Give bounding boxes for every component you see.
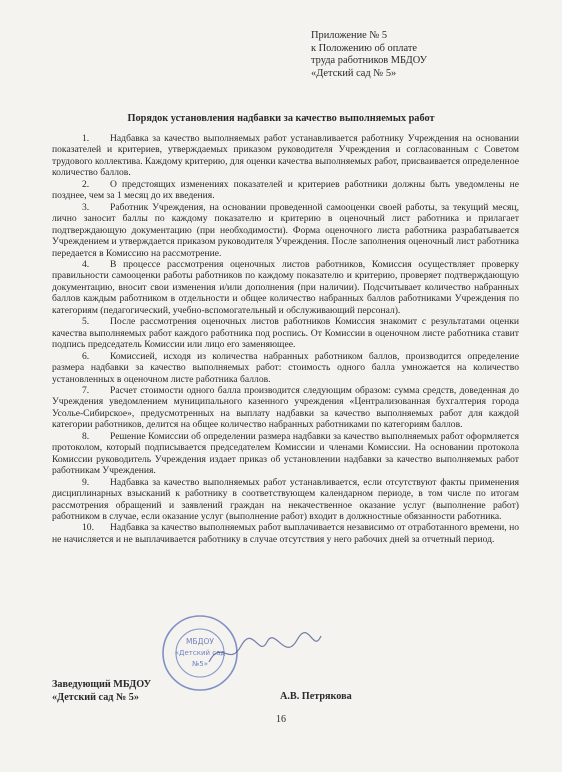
paragraph: [52, 351, 519, 385]
paragraph-text: Расчет стоимости одного балла производится следующим образом: сумма средств, доведенная до Учреждения уведомлением муниципального казенного учреждения «Централизованная бухгалтерия города Усолье-Сибирское», предусмотренных на выплату надбавки за качество выполняемых работ для каждой категории работников, делится на общее количество набранных работниками по категориям баллов.: [52, 384, 519, 431]
paragraph-text: Комиссией, исходя из количества набранных работником баллов, производится определение размера надбавки за качество выполняемых работ: стоимость одного балла умножается на количество установленных в оценочном листе работника баллов.: [52, 350, 519, 385]
paragraph-number: 9.: [82, 476, 90, 488]
document-body: [52, 133, 519, 545]
paragraph-text: О предстоящих изменениях показателей и критериев работники должны быть уведомлены не позднее, чем за 1 месяц до их введения.: [52, 178, 519, 202]
appendix-line-1: Приложение № 5: [311, 30, 388, 41]
paragraph-text: Надбавка за качество выполняемых работ устанавливается, если отсутствуют факты применения дисциплинарных взысканий к работнику в соответствующем календарном периоде, в том числе по итогам рассмотрения обращений и заявлений граждан на некачественное оказание услуг (выполнение работ) работником в случае, если оказание услуг (выполнение работ) входит в должностные обязанности работника.: [52, 476, 519, 522]
paragraph: [52, 522, 519, 545]
paragraph: [52, 316, 519, 350]
paragraph: [52, 431, 519, 477]
page-number: 16: [276, 714, 286, 725]
stamp-text-1: МБДОУ: [186, 637, 214, 646]
paragraph-number: 7.: [82, 384, 90, 396]
paragraph-number: 3.: [82, 201, 90, 213]
handwritten-signature: [205, 628, 325, 673]
paragraph-number: 6.: [82, 350, 90, 362]
appendix-line-3: труда работников МБДОУ: [311, 55, 427, 67]
signer-position-line-2: «Детский сад № 5»: [52, 692, 139, 703]
signer-position: [52, 678, 151, 704]
paragraph-text: Решение Комиссии об определении размера надбавки за качество выполняемых работ оформляется протоколом, который подписывается председателем Комиссии и членами Комиссии. На основании протокола Комиссии руководитель Учреждения издает приказ об установлении надбавки за качество выполняемых работ работникам Учреждения.: [52, 430, 519, 477]
signer-name: А.В. Петрякова: [280, 691, 352, 702]
appendix-header: [311, 30, 427, 80]
paragraph-number: 2.: [82, 178, 90, 190]
document-title: Порядок установления надбавки за качество выполняемых работ: [127, 113, 435, 124]
paragraph-number: 5.: [82, 316, 90, 328]
stamp-text-3: №5»: [191, 660, 209, 668]
appendix-line-2: к Положению об оплате: [311, 42, 417, 54]
paragraph-text: После рассмотрения оценочных листов работников Комиссия знакомит с результатами оценки качества выполняемых работ каждого работника под роспись. От Комиссии в оценочном листе работника ставит подпись председатель Комиссии или лицо его заменяющее.: [52, 316, 519, 351]
appendix-line-4: «Детский сад № 5»: [311, 67, 397, 79]
paragraph-text: Надбавка за качество выполняемых работ выплачивается независимо от отработанного времени, но не начисляется и не выплачивается работнику в случае отсутствия у него рабочих дней за отчетный период.: [52, 522, 519, 545]
paragraph-text: Работник Учреждения, на основании проведенной самооценки своей работы, за текущий месяц, лично заносит баллы по каждому показателю и критерию в оценочный лист работника и прилагает подтверждающую документацию (при необходимости). Форма оценочного листа работника разрабатывается Учреждением и утверждается приказом руководителя Учреждения. После заполнения оценочный лист работника передается в Комиссию на рассмотрение.: [52, 201, 519, 259]
paragraph: [52, 259, 519, 316]
paragraph-number: 4.: [82, 258, 90, 270]
paragraph: [52, 202, 519, 259]
paragraph-text: Надбавка за качество выполняемых работ устанавливается работнику Учреждения на основании показателей и критериев, утверждаемых приказом руководителя Учреждения и согласованным с Советом трудового коллектива. Каждому критерию, для оценки качества выполняемых работ, присваивается определенное количество баллов.: [52, 133, 519, 179]
paragraph: [52, 477, 519, 523]
signer-position-line-1: Заведующий МБДОУ: [52, 679, 152, 690]
paragraph-number: 1.: [82, 133, 90, 144]
paragraph: [52, 133, 519, 179]
stamp-text-2: «Детский сад: [174, 649, 226, 657]
paragraph-number: 10.: [82, 522, 94, 534]
paragraph: [52, 179, 519, 202]
paragraph-text: В процессе рассмотрения оценочных листов работников, Комиссия осуществляет проверку правильности самооценки работы работников по каждому показателю и критерию, проверяет подтверждающую документацию, вносит свои изменения и/или дополнения (при наличии). Подсчитывает количество набранных баллов каждым работником в отдельности и общее количество набранных баллов работниками Учреждения по категориям (педагогический, учебно-вспомогательный и обслуживающий персонал).: [52, 258, 519, 316]
paragraph: [52, 385, 519, 431]
paragraph-number: 8.: [82, 430, 90, 442]
